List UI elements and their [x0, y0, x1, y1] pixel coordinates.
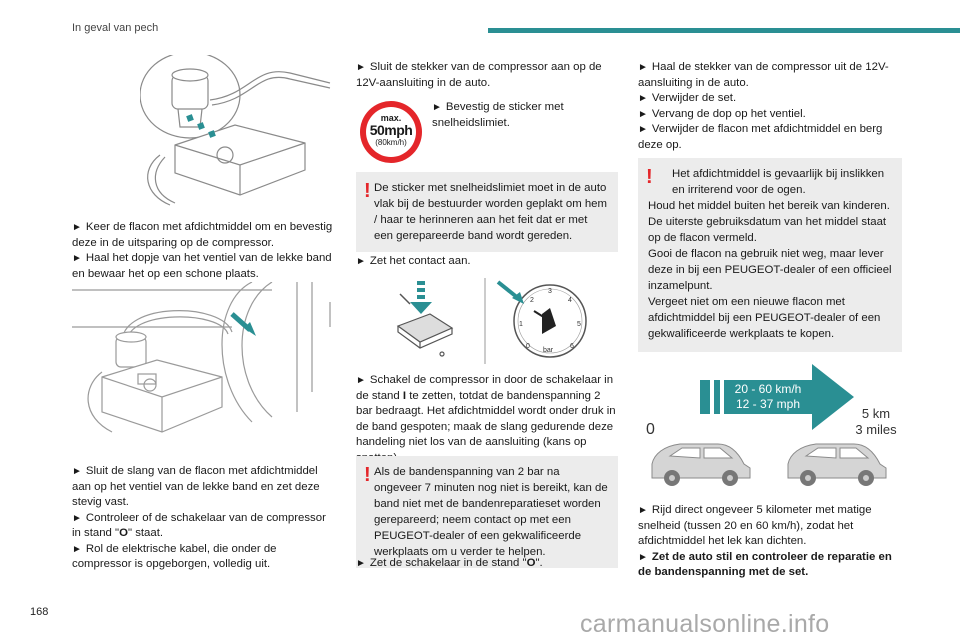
distance-start-label: 0 — [646, 421, 655, 438]
header-accent-bar — [488, 28, 960, 33]
bullet-arrow-icon: ► — [72, 512, 82, 524]
bullet-arrow-icon: ► — [356, 256, 366, 267]
step-text: Haal de stekker van de compressor uit de 12V-aansluiting in de auto. — [638, 61, 889, 89]
warning-text: De uiterste gebruiksdatum van het middel staat op de flacon vermeld. — [648, 216, 887, 244]
watermark: carmanualsonline.info — [580, 610, 830, 638]
speed-range-kmh: 20 - 60 km/h — [734, 382, 802, 396]
step-switch-on: ► Schakel de compressor in door de schakelaar in de stand I te zetten, totdat de bandenspanning 2 bar bedraagt. Het afdichtmiddel wordt onder druk in de band gespoten; maak de slang gedurende deze handeling niet los van de aansluiting (kans op — [356, 374, 616, 448]
compressor-switch-gauge-illustration — [380, 276, 600, 366]
bullet-arrow-icon: ► — [638, 108, 648, 120]
distance-km-label: 5 km — [861, 406, 891, 421]
sticker-max-label: max. — [380, 113, 402, 123]
step-ignition-on — [356, 254, 618, 270]
gauge-tick-3: 3 — [548, 288, 552, 295]
bullet-arrow-icon: ► — [638, 93, 648, 104]
warning-text: Houd het middel buiten het bereik van kinderen. — [648, 200, 890, 212]
drive-distance-illustration — [640, 360, 904, 490]
gauge-tick-5: 5 — [577, 321, 581, 328]
step-attach-sticker — [432, 100, 602, 131]
step-text: Vervang de dop op het ventiel. — [651, 107, 806, 120]
gauge-unit: bar — [543, 347, 554, 354]
bullet-arrow-icon: ► — [638, 62, 648, 73]
sticker-kmh-value: (80km/h) — [375, 138, 407, 147]
step-switch-off: ► Zet de schakelaar in de stand "O". — [356, 557, 543, 569]
instructions-block-2: ► Sluit de slang van de flacon met afdichtmiddel aan op het ventiel van de lekke band en zet deze stevig vast. ► Controleer of de schakelaar van de compressor in stand "O" staat. ► Rol de elektrische kabel, die onder de compressor is opgeborgen, volledig uit. — [72, 465, 326, 570]
step-text: Zet het contact aan. — [369, 255, 471, 267]
warning-text: Het afdichtmiddel is gevaarlijk bij inslikken en irriterend voor de ogen. — [672, 168, 885, 196]
step-text: Rijd direct ongeveer 5 kilometer met matige snelheid (tussen 20 en 60 km/h), zodat het afdichtmiddel het lek kan dichten. — [638, 504, 872, 547]
warning-box-sealant — [638, 158, 902, 352]
bullet-arrow-icon: ► — [432, 102, 442, 113]
step-text: Keer de flacon met afdichtmiddel om en bevestig deze in de uitsparing op de compressor. — [72, 221, 333, 249]
warning-text: Vergeet niet om een nieuwe flacon met afdichtmiddel bij een PEUGEOT-dealer of een gekwalificeerde werkplaats te kopen. — [648, 296, 881, 340]
step-text: Verwijder de flacon met afdichtmiddel en berg deze op. — [638, 123, 883, 151]
warning-text: De sticker met snelheidslimiet moet in de auto vlak bij de bestuurder worden geplakt om hem / haar te herinneren aan het feit dat er met een gerepareerde band wordt gereden. — [374, 182, 608, 242]
step-plug-compressor — [356, 60, 618, 91]
gauge-tick-0: 0 — [526, 343, 530, 350]
warning-text: Als de bandenspanning van 2 bar na ongeveer 7 minuten nog niet is bereikt, kan de band niet met de bandenreparatieset worden gerepareerd; neem contact op met een PEUGEOT-dealer of een gekwalificeerde werkplaats om u verder te helpen. — [374, 466, 608, 558]
bullet-arrow-icon: ► — [72, 253, 82, 264]
warning-exclamation-icon: ! — [646, 166, 653, 188]
step-text: Haal het dopje van het ventiel van de lekke band en bewaar het op een schone plaats. — [72, 252, 332, 280]
bullet-arrow-icon: ► — [638, 551, 648, 563]
warning-text: Gooi de flacon na gebruik niet weg, maar lever deze in bij een PEUGEOT-dealer of een officieel inzamelpunt. — [648, 248, 892, 292]
bullet-arrow-icon: ► — [638, 505, 648, 516]
warning-box-pressure — [356, 456, 618, 568]
speed-range-mph: 12 - 37 mph — [735, 397, 801, 411]
speed-limit-sticker — [360, 101, 422, 163]
gauge-tick-1: 1 — [519, 321, 523, 328]
section-title: In geval van pech — [72, 22, 159, 34]
bullet-arrow-icon: ► — [638, 124, 648, 135]
warning-exclamation-icon: ! — [364, 180, 371, 202]
distance-miles-label: 3 miles — [855, 422, 897, 437]
gauge-tick-4: 4 — [568, 297, 572, 304]
instructions-block-4 — [638, 503, 902, 581]
sticker-speed-value: 50mph — [369, 122, 413, 138]
gauge-tick-6: 6 — [570, 343, 574, 350]
compressor-bottle-illustration — [140, 55, 340, 210]
gauge-tick-2: 2 — [530, 297, 534, 304]
step-text: Zet de auto stil en controleer de reparatie en de bandenspanning met de set. — [638, 550, 892, 578]
step-text: Sluit de stekker van de compressor aan op de 12V-aansluiting in de auto. — [356, 61, 602, 89]
step-text: Verwijder de set. — [651, 92, 737, 104]
step-text: Sluit de slang van de flacon met afdichtmiddel aan op het ventiel van de lekke band en zet deze stevig vast. — [72, 465, 320, 508]
instructions-block-3 — [638, 60, 902, 153]
bullet-arrow-icon: ► — [356, 558, 366, 569]
warning-exclamation-icon: ! — [364, 464, 371, 486]
hose-to-wheel-illustration — [72, 282, 334, 442]
bullet-arrow-icon: ► — [356, 62, 366, 73]
step-text: Bevestig de sticker met snelheidslimiet. — [432, 101, 564, 129]
bullet-arrow-icon: ► — [72, 466, 82, 477]
warning-box-sticker — [356, 172, 618, 252]
bullet-arrow-icon: ► — [72, 543, 82, 555]
instructions-block-1 — [72, 220, 334, 282]
bullet-arrow-icon: ► — [356, 375, 366, 386]
page-number: 168 — [30, 606, 49, 618]
step-text: Rol de elektrische kabel, die onder de compressor is opgeborgen, volledig uit. — [72, 542, 277, 570]
bullet-arrow-icon: ► — [72, 222, 82, 233]
